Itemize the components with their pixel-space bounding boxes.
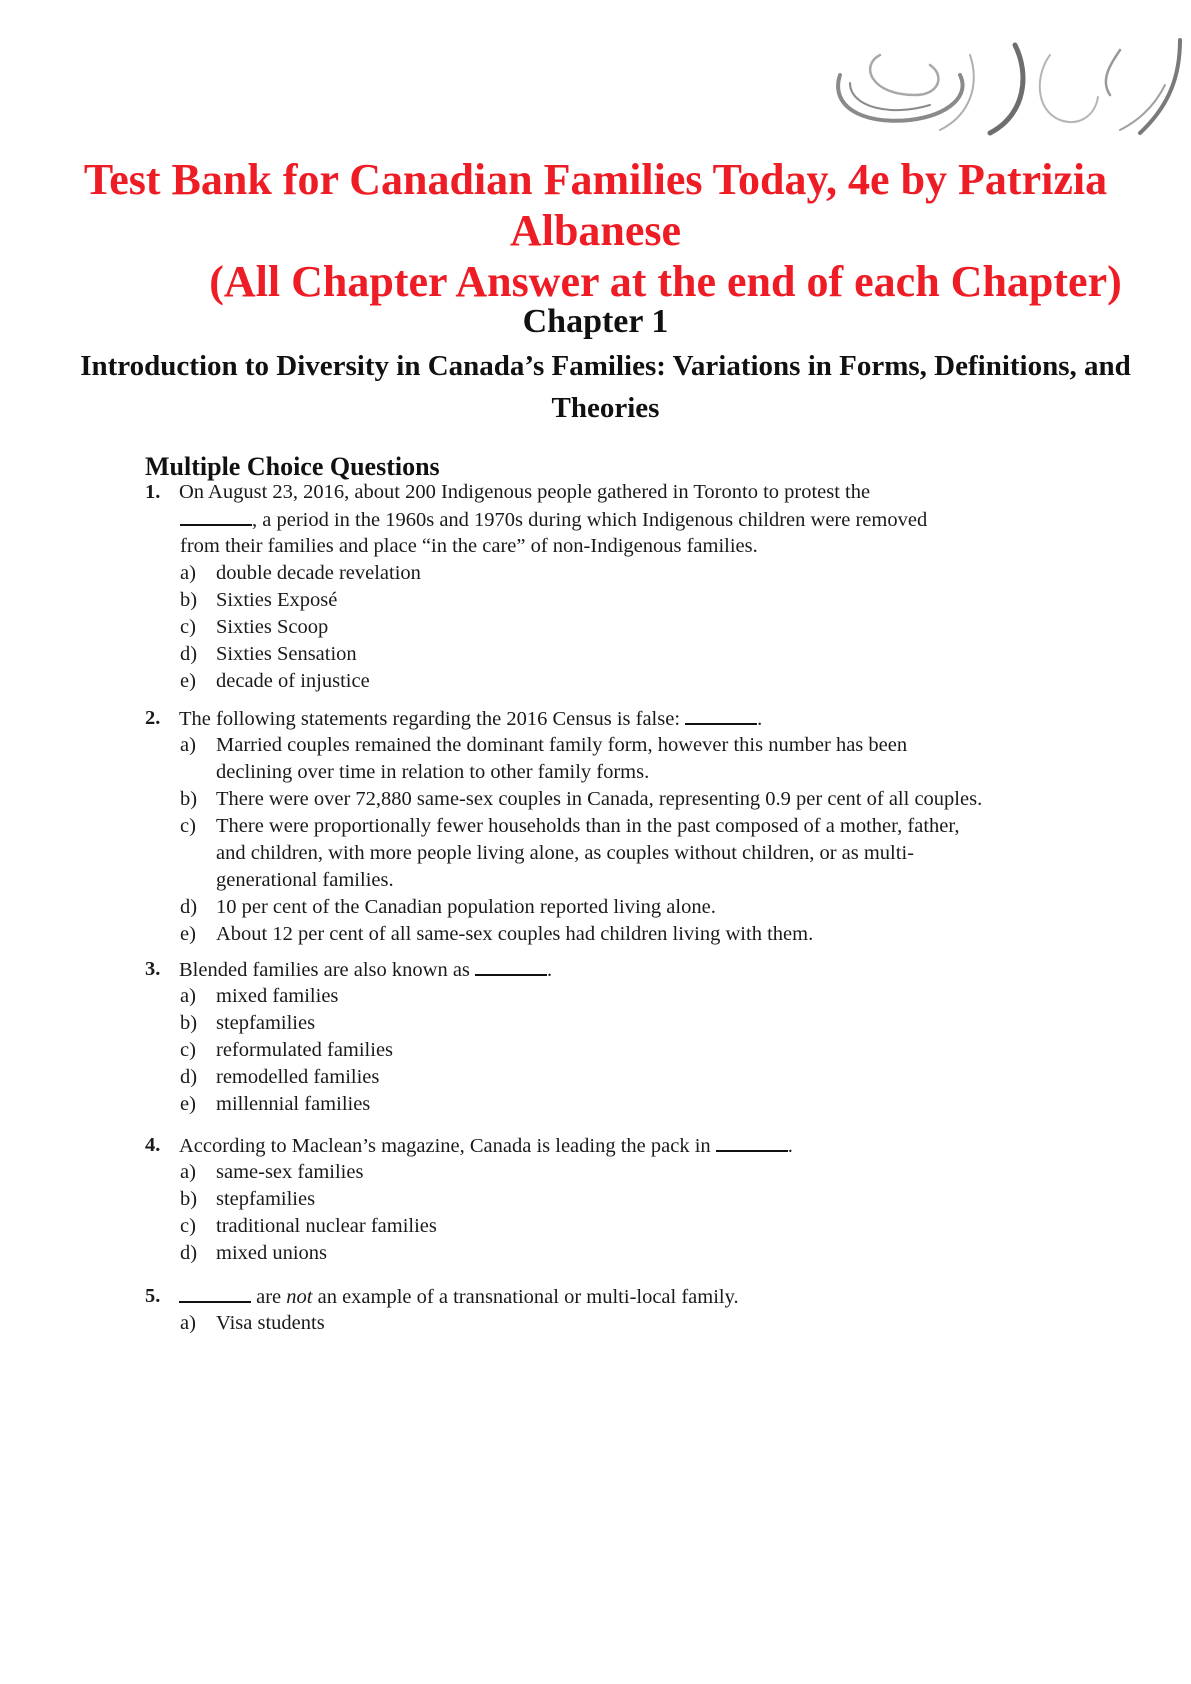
option-text: Married couples remained the dominant family form, however this number has been — [216, 734, 908, 756]
option-text: remodelled families — [216, 1066, 380, 1088]
document-title-line-2: Albanese — [509, 206, 682, 255]
option-row — [0, 813, 1191, 840]
option-text: generational families. — [216, 869, 394, 891]
option-letter: a) — [180, 985, 196, 1007]
option-text: Sixties Scoop — [216, 616, 329, 638]
option-row — [0, 560, 1191, 587]
question-text: are not an example of a transnational or multi-local family. — [179, 1283, 739, 1311]
question-number: 5. — [145, 1285, 161, 1307]
option-row — [0, 1091, 1191, 1118]
question-text: The following statements regarding the 2016 Census is false: . — [179, 705, 762, 733]
option-letter: c) — [180, 616, 196, 638]
option-letter: e) — [180, 670, 196, 692]
option-letter: d) — [180, 1066, 198, 1088]
option-text: decade of injustice — [216, 670, 370, 692]
option-text: There were proportionally fewer households than in the past composed of a mother, father, — [216, 815, 960, 837]
option-letter: a) — [180, 1312, 196, 1334]
option-letter: b) — [180, 1188, 198, 1210]
option-letter: a) — [180, 1161, 196, 1183]
option-row — [0, 786, 1191, 813]
option-text: stepfamilies — [216, 1012, 316, 1034]
option-row — [0, 1064, 1191, 1091]
option-letter: b) — [180, 1012, 198, 1034]
option-text: Sixties Sensation — [216, 643, 357, 665]
option-row — [0, 983, 1191, 1010]
document-title-line-1: Test Bank for Canadian Families Today, 4e by Patrizia — [83, 155, 1108, 204]
section-heading: Multiple Choice Questions — [145, 452, 440, 481]
chapter-heading: Chapter 1 — [522, 303, 669, 340]
option-text: mixed families — [216, 985, 339, 1007]
question-number: 4. — [145, 1134, 161, 1156]
option-letter: a) — [180, 734, 196, 756]
option-text: There were over 72,880 same-sex couples in Canada, representing 0.9 per cent of all couples. — [216, 788, 983, 810]
answer-blank — [685, 705, 757, 725]
option-row — [0, 587, 1191, 614]
option-row — [0, 1240, 1191, 1267]
option-letter: e) — [180, 1093, 196, 1115]
question-4 — [0, 1132, 1191, 1267]
option-text: Sixties Exposé — [216, 589, 338, 611]
question-text: , a period in the 1960s and 1970s during which Indigenous children were removed — [180, 506, 927, 534]
question-text: According to Maclean’s magazine, Canada is leading the pack in . — [179, 1132, 793, 1160]
option-text: mixed unions — [216, 1242, 328, 1264]
answer-blank — [475, 956, 547, 976]
option-text: 10 per cent of the Canadian population reported living alone. — [216, 896, 716, 918]
question-number: 3. — [145, 958, 161, 980]
question-text: Blended families are also known as . — [179, 956, 552, 984]
answer-blank — [179, 1283, 251, 1303]
option-letter: b) — [180, 589, 198, 611]
option-row — [0, 732, 1191, 759]
question-1 — [0, 479, 1191, 695]
option-text: double decade revelation — [216, 562, 421, 584]
option-row — [0, 641, 1191, 668]
question-5 — [0, 1283, 1191, 1337]
option-text: declining over time in relation to other family forms. — [216, 761, 650, 783]
option-letter: c) — [180, 1039, 196, 1061]
option-row — [0, 921, 1191, 948]
option-text: millennial families — [216, 1093, 371, 1115]
question-number: 1. — [145, 481, 161, 503]
option-letter: b) — [180, 788, 198, 810]
option-text: and children, with more people living alone, as couples without children, or as multi- — [216, 842, 914, 864]
option-letter: c) — [180, 815, 196, 837]
option-letter: c) — [180, 1215, 196, 1237]
question-number: 2. — [145, 707, 161, 729]
option-row — [0, 614, 1191, 641]
option-text: reformulated families — [216, 1039, 394, 1061]
chapter-title: Introduction to Diversity in Canada’s Families: Variations in Forms, Definitions, and Theories — [80, 350, 1131, 424]
question-2 — [0, 705, 1191, 948]
option-row — [0, 1159, 1191, 1186]
document-title-line-3: (All Chapter Answer at the end of each Chapter) — [209, 257, 1122, 306]
option-row — [0, 1213, 1191, 1240]
option-row — [0, 894, 1191, 921]
option-row — [0, 1310, 1191, 1337]
decorative-swirl-graphic — [820, 35, 1190, 145]
question-text: from their families and place “in the care” of non-Indigenous families. — [180, 535, 758, 557]
question-3 — [0, 956, 1191, 1118]
option-text: stepfamilies — [216, 1188, 316, 1210]
option-letter: d) — [180, 896, 198, 918]
option-letter: a) — [180, 562, 196, 584]
option-text: same-sex families — [216, 1161, 364, 1183]
answer-blank — [180, 506, 252, 526]
option-row — [0, 1186, 1191, 1213]
answer-blank — [716, 1132, 788, 1152]
option-row — [0, 1010, 1191, 1037]
option-row — [0, 1037, 1191, 1064]
option-text: Visa students — [216, 1312, 325, 1334]
option-letter: d) — [180, 1242, 198, 1264]
question-text: On August 23, 2016, about 200 Indigenous people gathered in Toronto to protest the — [179, 481, 871, 503]
option-row — [0, 668, 1191, 695]
option-text: About 12 per cent of all same-sex couples had children living with them. — [216, 923, 814, 945]
option-letter: e) — [180, 923, 196, 945]
option-letter: d) — [180, 643, 198, 665]
option-text: traditional nuclear families — [216, 1215, 437, 1237]
